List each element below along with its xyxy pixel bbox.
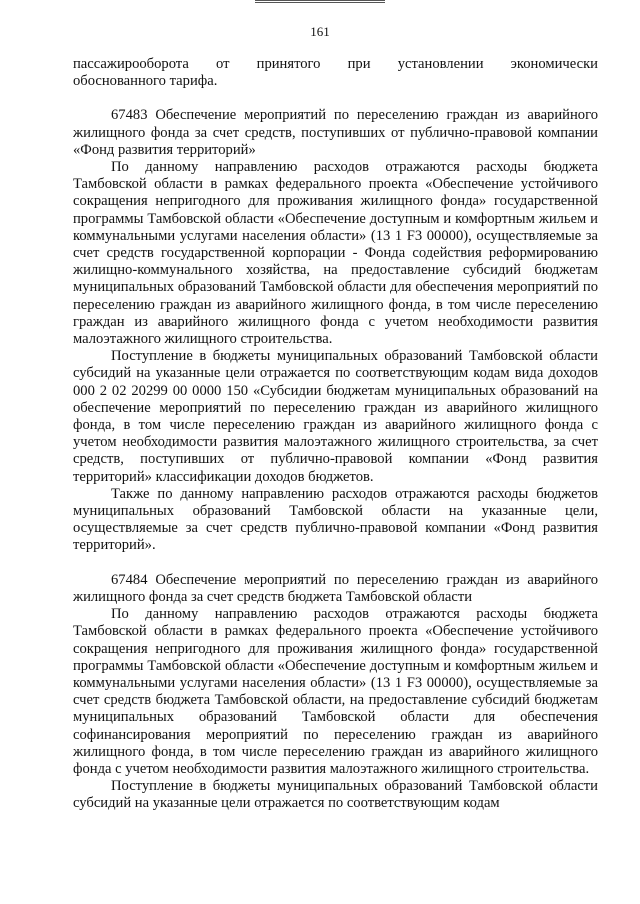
paragraph: Также по данному направлению расходов отражаются расходы бюджетов муниципальных образований Тамбовской области на указанные цели, осуществляемые за счет средств публично-правовой компании «Фонд развития территорий». xyxy=(73,485,598,554)
paragraph-continuation-end: обоснованного тарифа. xyxy=(73,73,218,90)
paragraph: По данному направлению расходов отражаются расходы бюджета Тамбовской области в рамках федерального проекта «Обеспечение устойчивого сокращения непригодного для проживания жилищного фонда» государственной программы Тамбовской области «Обеспечение доступным и комфортным жильем и коммунальными услугами населения области» (13 1 F3 00000), осуществляемые за счет средств государственной корпорации - Фонда содействия реформированию жилищно-коммунального хозяйства, на предоставление субсидий бюджетам муниципальных образований Тамбовской области для обеспечения мероприятий по переселению граждан из аварийного жилищного фонда, в том числе переселению граждан из аварийного жилищного фонда с учетом необходимости развития малоэтажного жилищного строительства. xyxy=(73,159,598,348)
paragraph: Поступление в бюджеты муниципальных образований Тамбовской области субсидий на указанные цели отражается по соответствующим кодам вида доходов 000 2 02 20299 00 0000 150 «Субсидии бюджетам муниципальных образований на обеспечение мероприятий по переселению граждан из аварийного жилищного фонда, в том числе переселению граждан из аварийного жилищного фонда с учетом необходимости развития малоэтажного жилищного строительства, за счет средств, поступивших от публично-правовой компании «Фонд развития территорий» классификации доходов бюджетов. xyxy=(73,348,598,485)
header-rule xyxy=(255,0,385,3)
section-heading-67484: 67484 Обеспечение мероприятий по переселению граждан из аварийного жилищного фонда за счет средств бюджета Тамбовской области xyxy=(73,571,598,605)
paragraph-continuation-line: пассажирооборота от принятого при установлении экономически xyxy=(73,56,598,72)
paragraph: По данному направлению расходов отражаются расходы бюджета Тамбовской области в рамках федерального проекта «Обеспечение устойчивого сокращения непригодного для проживания жилищного фонда» государственной программы Тамбовской области «Обеспечение доступным и комфортным жильем и коммунальными услугами населения области» (13 1 F3 00000), осуществляемые за счет средств бюджета Тамбовской области, на предоставление субсидий бюджетам муниципальных образований Тамбовской области для обеспечения софинансирования мероприятий по переселению граждан из аварийного жилищного фонда, в том числе переселению граждан из аварийного жилищного фонда с учетом необходимости развития малоэтажного жилищного строительства. xyxy=(73,606,598,777)
page-number: 161 xyxy=(310,24,330,39)
document-body xyxy=(73,56,598,813)
paragraph: Поступление в бюджеты муниципальных образований Тамбовской области субсидий на указанные цели отражается по соответствующим кодам xyxy=(73,778,598,812)
section-heading-67483: 67483 Обеспечение мероприятий по переселению граждан из аварийного жилищного фонда за счет средств, поступивших от публично-правовой компании «Фонд развития территорий» xyxy=(73,107,598,158)
